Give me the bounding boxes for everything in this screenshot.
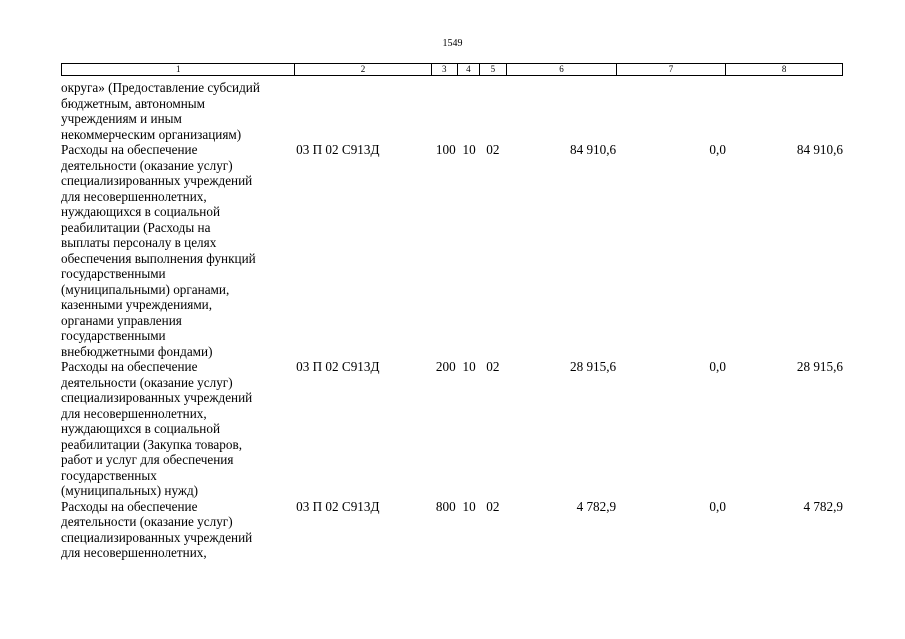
row-col-8: 84 910,6 [796,142,843,157]
row-description [61,359,296,499]
description-line: деятельности (оказание услуг) [61,514,233,529]
description-line: органами управления [61,312,182,328]
row-col-6: 4 782,9 [576,498,617,514]
row-col-5 [479,80,506,142]
header-col-2: 2 [295,64,431,76]
row-col-6: 84 910,6 [569,142,617,157]
description-line: для несовершеннолетних, [61,545,207,560]
budget-table [61,80,843,561]
description-line: (муниципальных) нужд) [61,483,199,498]
description-line: реабилитации (Закупка товаров, [61,436,242,452]
row-description [61,142,296,359]
header-col-8: 8 [726,64,843,76]
row-col-7: 0,0 [709,498,726,514]
header-col-5: 5 [479,64,507,76]
description-line: для несовершеннолетних, [61,405,207,421]
description-line: некоммерческим организациям) [61,126,242,142]
header-row [62,64,843,76]
table-row [61,499,843,561]
description-line: нуждающихся в социальной [61,421,221,436]
header-col-7: 7 [616,64,726,76]
description-line: деятельности (оказание услуг) [61,374,233,390]
header-col-6: 6 [507,64,617,76]
header-col-4: 4 [458,64,479,76]
description-line: работ и услуг для обеспечения [61,452,234,467]
row-description [61,80,296,142]
description-line: для несовершеннолетних, [61,188,207,204]
row-code: 03 П 02 С913Д [296,359,380,374]
row-col-8 [726,80,843,142]
row-col-7 [616,80,726,142]
header-col-3: 3 [431,64,458,76]
budget-table-body [61,80,843,561]
description-line: (муниципальными) органами, [61,281,230,297]
header-col-1: 1 [62,64,295,76]
description-line: специализированных учреждений [61,390,253,405]
description-line: бюджетным, автономным [61,95,205,111]
row-col-5: 02 [486,498,500,514]
description-line: Расходы на обеспечение [61,142,198,157]
table-row [61,359,843,499]
description-line: нуждающихся в социальной [61,204,221,219]
description-line: обеспечения выполнения функций [61,250,256,266]
description-line: государственными [61,266,166,281]
description-line: округа» (Предоставление субсидий [61,80,260,95]
description-line: казенными учреждениями, [61,297,213,312]
row-col-7: 0,0 [709,142,726,157]
row-col-3: 100 [435,142,456,157]
description-line: Расходы на обеспечение [61,498,198,514]
row-col-3 [433,80,459,142]
row-col-8: 28 915,6 [796,359,843,374]
row-col-6 [506,80,616,142]
row-col-7: 0,0 [709,359,726,374]
row-col-4 [459,80,480,142]
row-code: 03 П 02 С913Д [296,142,380,157]
row-col-4: 10 [462,359,476,374]
row-col-5: 02 [486,359,500,374]
row-col-8: 4 782,9 [803,498,843,514]
row-code [296,80,433,142]
row-col-3: 800 [435,498,456,514]
row-col-4: 10 [462,142,476,157]
table-row [61,142,843,359]
table-row [61,80,843,142]
row-description [61,499,296,561]
description-line: выплаты персоналу в целях [61,235,217,250]
row-col-4: 10 [462,498,476,514]
description-line: специализированных учреждений [61,173,253,188]
description-line: государственными [61,328,166,343]
description-line: учреждениям и иным [61,111,182,126]
description-line: внебюджетными фондами) [61,343,213,359]
description-line: Расходы на обеспечение [61,359,198,374]
description-line: реабилитации (Расходы на [61,219,211,235]
column-number-header [61,63,843,76]
row-code: 03 П 02 С913Д [296,498,380,514]
description-line: государственных [61,467,157,483]
row-col-6: 28 915,6 [569,359,617,374]
row-col-5: 02 [486,142,500,157]
row-col-3: 200 [435,359,456,374]
description-line: специализированных учреждений [61,529,253,545]
page-number: 1549 [442,38,463,49]
description-line: деятельности (оказание услуг) [61,157,233,173]
